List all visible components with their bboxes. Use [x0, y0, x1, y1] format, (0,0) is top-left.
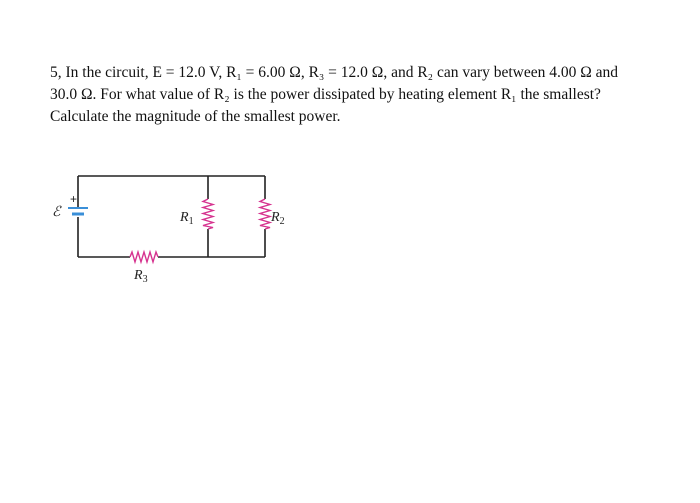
emf-label: ℰ [52, 205, 61, 220]
r1-label: $R_1$ [180, 210, 194, 227]
resistor-r3 [130, 252, 158, 262]
resistor-r1 [203, 199, 213, 229]
problem-line-3: Calculate the magnitude of the smallest power. [50, 108, 341, 125]
circuit-wires [78, 176, 265, 257]
battery-symbol [68, 208, 88, 214]
problem-line-1: 5, In the circuit, E = 12.0 V, R₁ = 6.00 Ω, R₃ = 12.0 Ω, and R₂ can vary between 4.00 Ω and [50, 64, 619, 81]
battery-plus-sign: + [70, 192, 78, 206]
r2-label: $R_2$ [271, 210, 285, 227]
resistor-r2 [260, 199, 270, 229]
r3-label: $R_3$ [134, 268, 148, 285]
problem-line-2: 30.0 Ω. For what value of R₂ is the power dissipated by heating element R₁ the smallest? [50, 86, 601, 103]
